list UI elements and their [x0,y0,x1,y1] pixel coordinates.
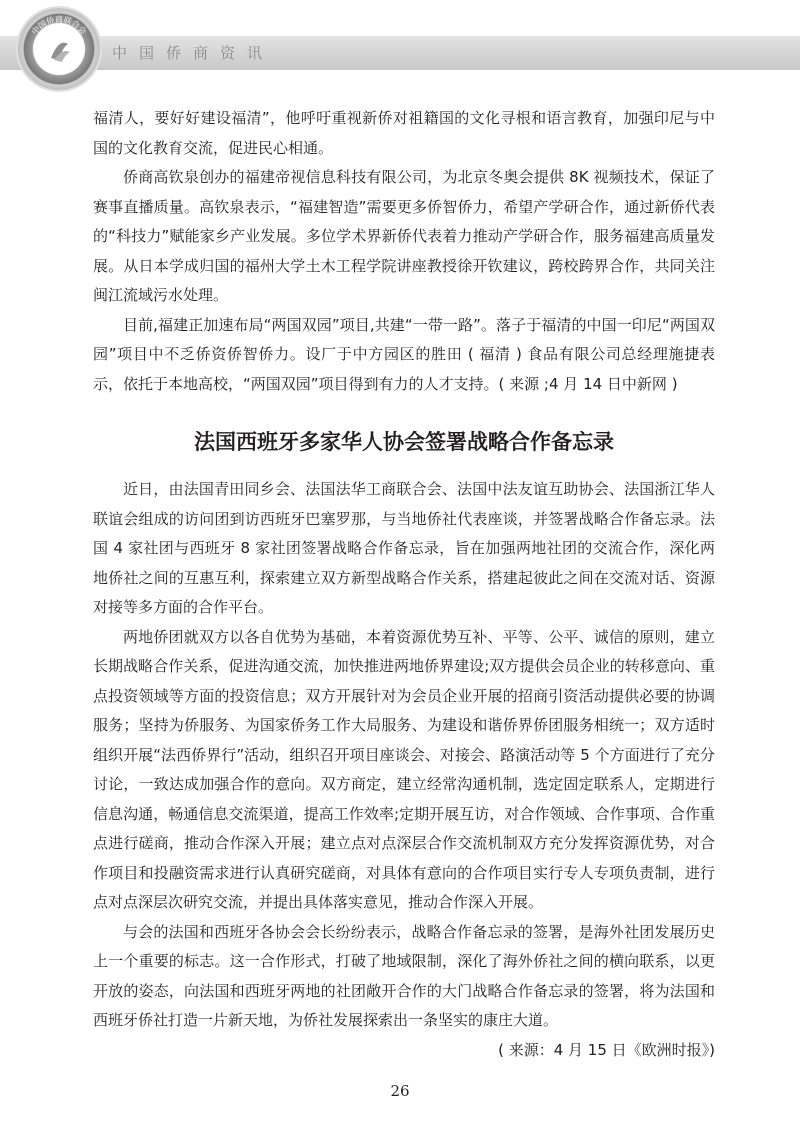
page-content [93,104,715,1065]
header-title: 中国侨商资讯 [112,44,275,62]
article2-paragraph-1: 近日，由法国青田同乡会、法国法华工商联合会、法国中法友谊互助协会、法国浙江华人联谊会组成的访问团到访西班牙巴塞罗那，与当地侨社代表座谈，并签署战略合作备忘录。法国 4 家社团与西班牙 8 家社团签署战略合作备忘录，旨在加强两地社团的交流合作，深化两地侨社之间的互惠互利，探索建立双方新型战略合作关系，搭建起彼此之间在交流对话、资源对接等多方面的合作平台。 [93,480,715,616]
article1-paragraph-3: 目前,福建正加速布局“两国双园”项目,共建“一带一路”。落子于福清的中国一印尼“两国双园”项目中不乏侨资侨智侨力。设厂于中方园区的胜田 ( 福清 ) 食品有限公司总经理施捷表示，依托于本地高校，“两国双园”项目得到有力的人才支持。( 来源 ;4 月 14 日中新网 ) [93,315,715,393]
article1-paragraph-1: 福清人，要好好建设福清”，他呼吁重视新侨对祖籍国的文化寻根和语言教育，加强印尼与中国的文化教育交流，促进民心相通。 [93,109,715,157]
article2-source: ( 来源：4 月 15 日《欧洲时报》) [498,1040,715,1059]
article2-paragraph-3: 与会的法国和西班牙各协会会长纷纷表示，战略合作备忘录的签署，是海外社团发展历史上一个重要的标志。这一合作形式，打破了地域限制，深化了海外侨社之间的横向联系，以更开放的姿态，向法国和西班牙两地的社团敞开合作的大门战略合作备忘录的签署，将为法国和西班牙侨社打造一片新天地，为侨社发展探索出一条坚实的康庄大道。 [93,922,715,1029]
page-number: 26 [390,1082,410,1100]
article2-paragraph-2: 两地侨团就双方以各自优势为基础，本着资源优势互补、平等、公平、诚信的原则，建立长期战略合作关系，促进沟通交流，加快推进两地侨界建设;双方提供会员企业的转移意向、重点投资领域等方面的投资信息；双方开展针对为会员企业开展的招商引资活动提供必要的协调服务；坚持为侨服务、为国家侨务工作大局服务、为建设和谐侨界侨团服务相统一；双方适时组织开展“法西侨界行”活动，组织召开项目座谈会、对接会、路演活动等 5 个方面进行了充分讨论，一致达成加强合作的意向。双方商定，建立经常沟通机制，选定固定联系人，定期进行信息沟通，畅通信息交流渠道，提高工作效率;定期开展互访，对合作领域、合作事项、合作重点进行磋商，推动合作深入开展；建立点对点深层合作交流机制双方充分发挥资源优势，对合作项目和投融资需求进行认真研究磋商，对具体有意向的合作项目实行专人专项负责制，进行点对点深层次研究交流，并提出具体落实意见，推动合作深入开展。 [93,627,715,911]
publication-logo [18,8,100,90]
article2-title: 法国西班牙多家华人协会签署战略合作备忘录 [194,430,614,454]
logo-text: 中国侨商联合会 [30,15,88,37]
logo-emblem-icon [18,8,100,90]
article1-paragraph-2: 侨商高钦泉创办的福建帝视信息科技有限公司，为北京冬奥会提供 8K 视频技术，保证了赛事直播质量。高钦泉表示，“福建智造”需要更多侨智侨力，希望产学研合作，通过新侨代表的“科技力”赋能家乡产业发展。多位学术界新侨代表着力推动产学研合作，服务福建高质量发展。从日本学成归国的福州大学土木工程学院讲座教授徐开钦建议，跨校跨界合作，共同关注闽江流域污水处理。 [93,168,715,304]
